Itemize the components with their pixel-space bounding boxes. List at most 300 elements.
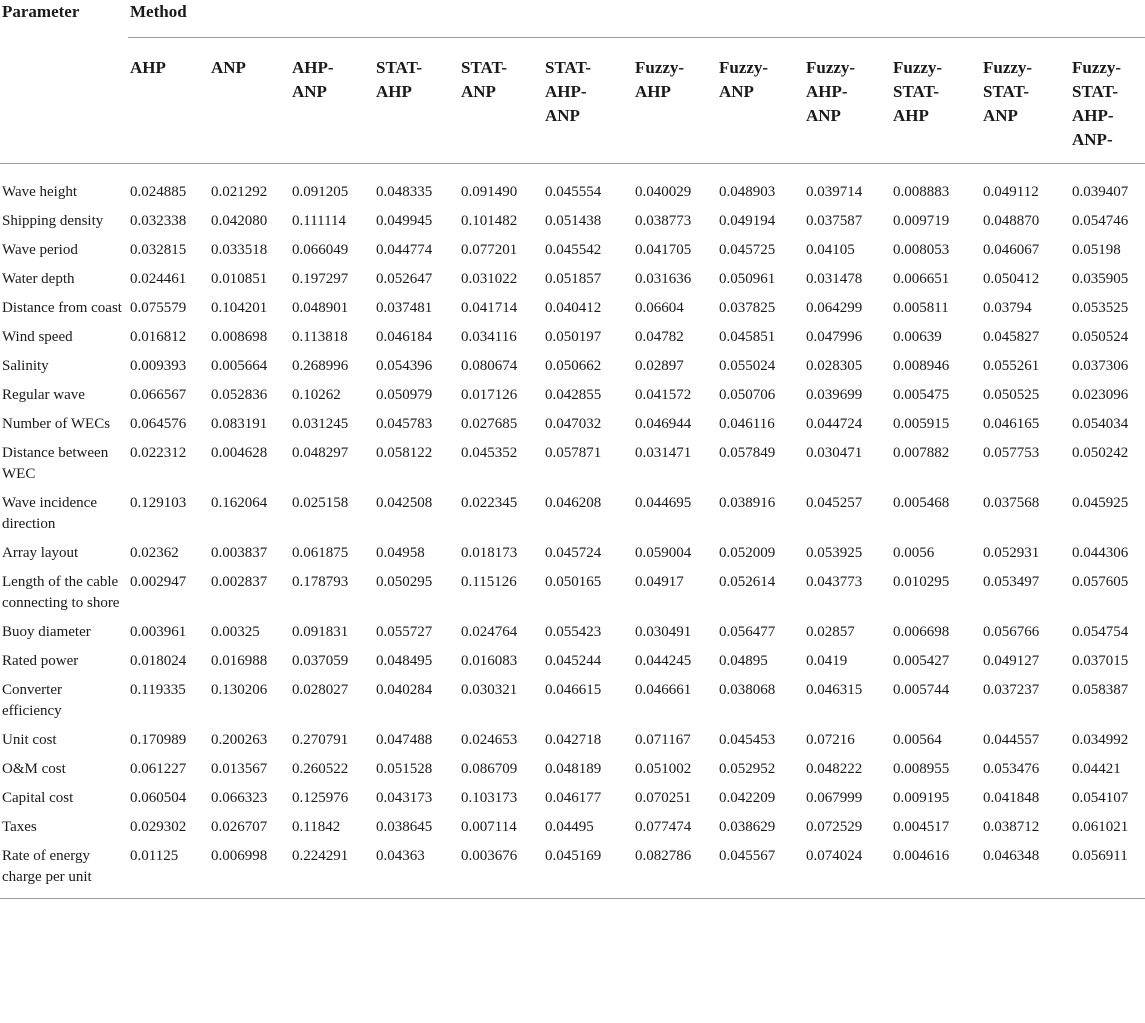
value-cell: 0.057605 [1072, 574, 1129, 590]
value-cell: 0.003676 [461, 848, 518, 864]
value-cell: 0.067999 [806, 790, 863, 806]
value-cell: 0.054107 [1072, 790, 1129, 806]
parameter-column-header: Parameter [2, 2, 80, 21]
value-cell: 0.04895 [719, 653, 768, 669]
parameter-cell: Buoy diameter [2, 624, 91, 640]
value-cell: 0.115126 [461, 574, 517, 590]
value-cell: 0.091831 [292, 624, 349, 640]
value-cell: 0.00564 [893, 732, 942, 748]
table-row [0, 751, 1145, 780]
method-header: AHP [130, 58, 166, 77]
value-cell: 0.050706 [719, 387, 776, 403]
value-cell: 0.052009 [719, 545, 776, 561]
value-cell: 0.072529 [806, 819, 863, 835]
value-cell: 0.061021 [1072, 819, 1129, 835]
value-cell: 0.010295 [893, 574, 950, 590]
value-cell: 0.006651 [893, 271, 950, 287]
value-cell: 0.058387 [1072, 682, 1129, 698]
value-cell: 0.03794 [983, 300, 1032, 316]
value-cell: 0.048870 [983, 213, 1040, 229]
value-cell: 0.170989 [130, 732, 187, 748]
value-cell: 0.075579 [130, 300, 187, 316]
value-cell: 0.04363 [376, 848, 425, 864]
value-cell: 0.016988 [211, 653, 268, 669]
value-cell: 0.031471 [635, 445, 692, 461]
value-cell: 0.023096 [1072, 387, 1129, 403]
value-cell: 0.005744 [893, 682, 950, 698]
value-cell: 0.045542 [545, 242, 602, 258]
value-cell: 0.045725 [719, 242, 776, 258]
parameter-cell: Regular wave [2, 387, 85, 403]
value-cell: 0.037568 [983, 495, 1040, 511]
value-cell: 0.046067 [983, 242, 1040, 258]
value-cell: 0.047488 [376, 732, 433, 748]
value-cell: 0.038916 [719, 495, 776, 511]
value-cell: 0.038712 [983, 819, 1040, 835]
value-cell: 0.032338 [130, 213, 187, 229]
value-cell: 0.004616 [893, 848, 950, 864]
value-cell: 0.091490 [461, 184, 518, 200]
method-header: Fuzzy- ANP [719, 58, 769, 101]
value-cell: 0.077201 [461, 242, 518, 258]
value-cell: 0.04958 [376, 545, 425, 561]
value-cell: 0.037015 [1072, 653, 1129, 669]
table-row [0, 722, 1145, 751]
value-cell: 0.024653 [461, 732, 518, 748]
value-cell: 0.048189 [545, 761, 602, 777]
value-cell: 0.041572 [635, 387, 692, 403]
value-cell: 0.041705 [635, 242, 692, 258]
method-header: Fuzzy- STAT- ANP [983, 58, 1033, 125]
value-cell: 0.057871 [545, 445, 602, 461]
value-cell: 0.056911 [1072, 848, 1128, 864]
value-cell: 0.002947 [130, 574, 187, 590]
value-cell: 0.066323 [211, 790, 268, 806]
value-cell: 0.051002 [635, 761, 692, 777]
value-cell: 0.017126 [461, 387, 518, 403]
value-cell: 0.052836 [211, 387, 268, 403]
value-cell: 0.050525 [983, 387, 1040, 403]
table-row [0, 203, 1145, 232]
value-cell: 0.260522 [292, 761, 349, 777]
value-cell: 0.008053 [893, 242, 950, 258]
value-cell: 0.051438 [545, 213, 602, 229]
table-row [0, 614, 1145, 643]
value-cell: 0.037587 [806, 213, 863, 229]
value-cell: 0.055727 [376, 624, 433, 640]
method-header: STAT- ANP [461, 58, 507, 101]
parameter-cell: Rate of energy charge per unit [2, 848, 92, 885]
value-cell: 0.026707 [211, 819, 268, 835]
value-cell: 0.066567 [130, 387, 187, 403]
value-cell: 0.052931 [983, 545, 1040, 561]
value-cell: 0.037825 [719, 300, 776, 316]
value-cell: 0.048901 [292, 300, 349, 316]
value-cell: 0.057753 [983, 445, 1040, 461]
value-cell: 0.050165 [545, 574, 602, 590]
value-cell: 0.082786 [635, 848, 692, 864]
method-header: AHP- ANP [292, 58, 334, 101]
parameter-cell: Array layout [2, 545, 79, 561]
value-cell: 0.045567 [719, 848, 776, 864]
value-cell: 0.050242 [1072, 445, 1129, 461]
value-cell: 0.008946 [893, 358, 950, 374]
value-cell: 0.045257 [806, 495, 863, 511]
table-row [0, 535, 1145, 564]
value-cell: 0.046116 [719, 416, 775, 432]
parameter-cell: Converter efficiency [2, 682, 62, 719]
value-cell: 0.030491 [635, 624, 692, 640]
parameter-cell: Rated power [2, 653, 79, 669]
value-cell: 0.038629 [719, 819, 776, 835]
value-cell: 0.054754 [1072, 624, 1129, 640]
value-cell: 0.055261 [983, 358, 1040, 374]
value-cell: 0.129103 [130, 495, 187, 511]
table-row [0, 838, 1145, 899]
value-cell: 0.018173 [461, 545, 518, 561]
value-cell: 0.077474 [635, 819, 692, 835]
value-cell: 0.050524 [1072, 329, 1129, 345]
parameter-cell: Length of the cable connecting to shore [2, 574, 120, 611]
value-cell: 0.030321 [461, 682, 518, 698]
value-cell: 0.046944 [635, 416, 692, 432]
value-cell: 0.045554 [545, 184, 602, 200]
value-cell: 0.053476 [983, 761, 1040, 777]
value-cell: 0.016083 [461, 653, 518, 669]
value-cell: 0.125976 [292, 790, 349, 806]
value-cell: 0.046315 [806, 682, 863, 698]
value-cell: 0.050197 [545, 329, 602, 345]
value-cell: 0.119335 [130, 682, 186, 698]
value-cell: 0.029302 [130, 819, 187, 835]
value-cell: 0.016812 [130, 329, 187, 345]
parameter-cell: Distance from coast [2, 300, 122, 316]
value-cell: 0.074024 [806, 848, 863, 864]
table-row [0, 319, 1145, 348]
value-cell: 0.047996 [806, 329, 863, 345]
value-cell: 0.010851 [211, 271, 268, 287]
value-cell: 0.046184 [376, 329, 433, 345]
value-cell: 0.038645 [376, 819, 433, 835]
value-cell: 0.013567 [211, 761, 268, 777]
value-cell: 0.050412 [983, 271, 1040, 287]
value-cell: 0.028305 [806, 358, 863, 374]
parameter-cell: Wind speed [2, 329, 73, 345]
value-cell: 0.049127 [983, 653, 1040, 669]
parameter-cell: Water depth [2, 271, 75, 287]
table-row [0, 643, 1145, 672]
value-cell: 0.044306 [1072, 545, 1129, 561]
method-header: Fuzzy- STAT- AHP [893, 58, 943, 125]
table-row [0, 377, 1145, 406]
value-cell: 0.02362 [130, 545, 179, 561]
value-cell: 0.04105 [806, 242, 855, 258]
value-cell: 0.046208 [545, 495, 602, 511]
method-header: Fuzzy- AHP [635, 58, 685, 101]
value-cell: 0.009719 [893, 213, 950, 229]
value-cell: 0.038068 [719, 682, 776, 698]
value-cell: 0.024461 [130, 271, 187, 287]
value-cell: 0.051857 [545, 271, 602, 287]
value-cell: 0.039407 [1072, 184, 1129, 200]
value-cell: 0.005811 [893, 300, 949, 316]
value-cell: 0.005427 [893, 653, 950, 669]
value-cell: 0.070251 [635, 790, 692, 806]
value-cell: 0.037481 [376, 300, 433, 316]
value-cell: 0.045169 [545, 848, 602, 864]
value-cell: 0.003837 [211, 545, 268, 561]
value-cell: 0.028027 [292, 682, 349, 698]
value-cell: 0.061227 [130, 761, 187, 777]
parameter-cell: Taxes [2, 819, 37, 835]
value-cell: 0.0419 [806, 653, 848, 669]
table-row [0, 261, 1145, 290]
parameter-cell: Wave height [2, 184, 78, 200]
value-cell: 0.103173 [461, 790, 518, 806]
value-cell: 0.042209 [719, 790, 776, 806]
value-cell: 0.071167 [635, 732, 691, 748]
value-cell: 0.054396 [376, 358, 433, 374]
value-cell: 0.045925 [1072, 495, 1129, 511]
value-cell: 0.050295 [376, 574, 433, 590]
value-cell: 0.270791 [292, 732, 349, 748]
parameter-cell: Distance between WEC [2, 445, 109, 482]
value-cell: 0.037237 [983, 682, 1040, 698]
value-cell: 0.025158 [292, 495, 349, 511]
value-cell: 0.037306 [1072, 358, 1129, 374]
value-cell: 0.049945 [376, 213, 433, 229]
table-row [0, 435, 1145, 485]
value-cell: 0.039699 [806, 387, 863, 403]
method-header: Fuzzy- AHP- ANP [806, 58, 856, 125]
table-row [0, 348, 1145, 377]
value-cell: 0.042080 [211, 213, 268, 229]
parameter-cell: Wave incidence direction [2, 495, 97, 532]
value-cell: 0.052614 [719, 574, 776, 590]
value-cell: 0.061875 [292, 545, 349, 561]
value-cell: 0.055024 [719, 358, 776, 374]
table-row [0, 809, 1145, 838]
value-cell: 0.054034 [1072, 416, 1129, 432]
value-cell: 0.046177 [545, 790, 602, 806]
value-cell: 0.045827 [983, 329, 1040, 345]
value-cell: 0.045352 [461, 445, 518, 461]
parameter-cell: Salinity [2, 358, 49, 374]
value-cell: 0.04782 [635, 329, 684, 345]
parameter-cell: O&M cost [2, 761, 66, 777]
value-cell: 0.045851 [719, 329, 776, 345]
value-cell: 0.042718 [545, 732, 602, 748]
value-cell: 0.080674 [461, 358, 518, 374]
value-cell: 0.040412 [545, 300, 602, 316]
parameter-header-spacer [0, 38, 128, 164]
value-cell: 0.007114 [461, 819, 517, 835]
value-cell: 0.056766 [983, 624, 1040, 640]
value-cell: 0.224291 [292, 848, 349, 864]
value-cell: 0.064576 [130, 416, 187, 432]
table-row [0, 406, 1145, 435]
value-cell: 0.04421 [1072, 761, 1121, 777]
value-cell: 0.07216 [806, 732, 855, 748]
value-cell: 0.104201 [211, 300, 268, 316]
value-cell: 0.008883 [893, 184, 950, 200]
table-row [0, 290, 1145, 319]
value-cell: 0.043773 [806, 574, 863, 590]
value-cell: 0.046661 [635, 682, 692, 698]
value-cell: 0.006998 [211, 848, 268, 864]
table-row [0, 232, 1145, 261]
value-cell: 0.178793 [292, 574, 349, 590]
value-cell: 0.01125 [130, 848, 179, 864]
value-cell: 0.008955 [893, 761, 950, 777]
value-cell: 0.048297 [292, 445, 349, 461]
value-cell: 0.197297 [292, 271, 349, 287]
value-cell: 0.031478 [806, 271, 863, 287]
parameter-cell: Capital cost [2, 790, 74, 806]
value-cell: 0.049194 [719, 213, 776, 229]
value-cell: 0.045244 [545, 653, 602, 669]
value-cell: 0.02897 [635, 358, 684, 374]
value-cell: 0.058122 [376, 445, 433, 461]
value-cell: 0.004628 [211, 445, 268, 461]
value-cell: 0.048903 [719, 184, 776, 200]
value-cell: 0.005468 [893, 495, 950, 511]
table-row [0, 672, 1145, 722]
value-cell: 0.050662 [545, 358, 602, 374]
value-cell: 0.037059 [292, 653, 349, 669]
value-cell: 0.034992 [1072, 732, 1129, 748]
value-cell: 0.007882 [893, 445, 950, 461]
value-cell: 0.027685 [461, 416, 518, 432]
parameter-cell: Wave period [2, 242, 78, 258]
value-cell: 0.030471 [806, 445, 863, 461]
value-cell: 0.04495 [545, 819, 594, 835]
value-cell: 0.057849 [719, 445, 776, 461]
value-cell: 0.041848 [983, 790, 1040, 806]
value-cell: 0.00639 [893, 329, 942, 345]
value-cell: 0.111114 [292, 213, 347, 229]
method-header: Fuzzy- STAT- AHP- ANP- [1072, 58, 1122, 149]
value-cell: 0.11842 [292, 819, 341, 835]
value-cell: 0.04917 [635, 574, 684, 590]
value-cell: 0.045453 [719, 732, 776, 748]
value-cell: 0.033518 [211, 242, 268, 258]
value-cell: 0.034116 [461, 329, 517, 345]
value-cell: 0.040284 [376, 682, 433, 698]
value-cell: 0.10262 [292, 387, 341, 403]
method-header: STAT- AHP- ANP [545, 58, 591, 125]
value-cell: 0.022345 [461, 495, 518, 511]
value-cell: 0.052647 [376, 271, 433, 287]
value-cell: 0.018024 [130, 653, 187, 669]
value-cell: 0.048335 [376, 184, 433, 200]
value-cell: 0.005664 [211, 358, 268, 374]
value-cell: 0.009195 [893, 790, 950, 806]
parameter-cell: Number of WECs [2, 416, 111, 432]
value-cell: 0.022312 [130, 445, 187, 461]
value-cell: 0.047032 [545, 416, 602, 432]
value-cell: 0.031245 [292, 416, 349, 432]
method-names-row [0, 38, 1145, 164]
value-cell: 0.045783 [376, 416, 433, 432]
value-cell: 0.008698 [211, 329, 268, 345]
value-cell: 0.040029 [635, 184, 692, 200]
value-cell: 0.268996 [292, 358, 349, 374]
value-cell: 0.045724 [545, 545, 602, 561]
value-cell: 0.051528 [376, 761, 433, 777]
value-cell: 0.162064 [211, 495, 268, 511]
table-row [0, 780, 1145, 809]
value-cell: 0.066049 [292, 242, 349, 258]
value-cell: 0.064299 [806, 300, 863, 316]
value-cell: 0.02857 [806, 624, 855, 640]
value-cell: 0.130206 [211, 682, 268, 698]
value-cell: 0.086709 [461, 761, 518, 777]
header-group-row [0, 0, 1145, 38]
value-cell: 0.044245 [635, 653, 692, 669]
value-cell: 0.054746 [1072, 213, 1129, 229]
value-cell: 0.101482 [461, 213, 518, 229]
value-cell: 0.039714 [806, 184, 863, 200]
value-cell: 0.055423 [545, 624, 602, 640]
value-cell: 0.046615 [545, 682, 602, 698]
value-cell: 0.031636 [635, 271, 692, 287]
value-cell: 0.113818 [292, 329, 348, 345]
value-cell: 0.042508 [376, 495, 433, 511]
value-cell: 0.003961 [130, 624, 187, 640]
value-cell: 0.046165 [983, 416, 1040, 432]
value-cell: 0.004517 [893, 819, 950, 835]
value-cell: 0.021292 [211, 184, 268, 200]
value-cell: 0.0056 [893, 545, 935, 561]
table-row [0, 164, 1145, 204]
value-cell: 0.031022 [461, 271, 518, 287]
value-cell: 0.083191 [211, 416, 268, 432]
table-body [0, 164, 1145, 899]
value-cell: 0.046348 [983, 848, 1040, 864]
value-cell: 0.048495 [376, 653, 433, 669]
value-cell: 0.060504 [130, 790, 187, 806]
value-cell: 0.009393 [130, 358, 187, 374]
value-cell: 0.005915 [893, 416, 950, 432]
method-header: ANP [211, 58, 246, 77]
value-cell: 0.06604 [635, 300, 684, 316]
method-column-header: Method [128, 0, 1145, 38]
value-cell: 0.024764 [461, 624, 518, 640]
value-cell: 0.059004 [635, 545, 692, 561]
method-header: STAT- AHP [376, 58, 422, 101]
value-cell: 0.05198 [1072, 242, 1121, 258]
value-cell: 0.091205 [292, 184, 349, 200]
parameter-cell: Shipping density [2, 213, 104, 229]
value-cell: 0.00325 [211, 624, 260, 640]
value-cell: 0.200263 [211, 732, 268, 748]
table-row [0, 564, 1145, 614]
value-cell: 0.006698 [893, 624, 950, 640]
value-cell: 0.041714 [461, 300, 518, 316]
value-cell: 0.052952 [719, 761, 776, 777]
value-cell: 0.038773 [635, 213, 692, 229]
table-row [0, 485, 1145, 535]
value-cell: 0.044774 [376, 242, 433, 258]
value-cell: 0.053925 [806, 545, 863, 561]
value-cell: 0.049112 [983, 184, 1039, 200]
value-cell: 0.050979 [376, 387, 433, 403]
value-cell: 0.002837 [211, 574, 268, 590]
value-cell: 0.032815 [130, 242, 187, 258]
value-cell: 0.005475 [893, 387, 950, 403]
value-cell: 0.043173 [376, 790, 433, 806]
